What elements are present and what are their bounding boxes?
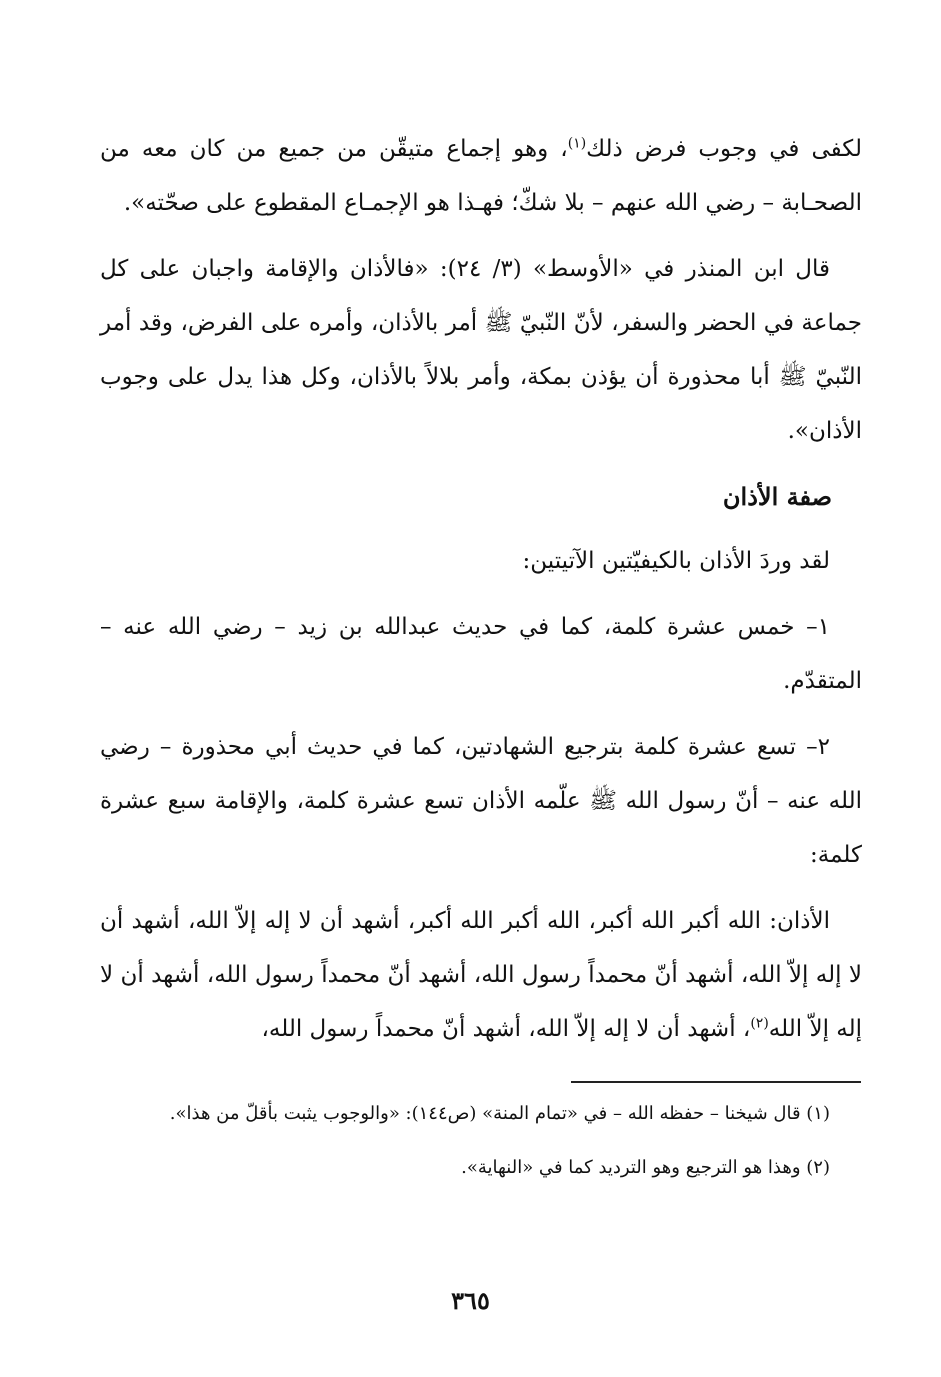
footnotes bbox=[100, 1094, 862, 1202]
paragraph-6-text-a: الأذان: الله أكبر الله أكبر، الله أكبر الله أكبر، أشهد أن لا إله إلاّ الله، أشهد أن لا إله إلاّ الله، أشهد أنّ محمداً رسول الله، أشهد أنّ محمداً رسول الله، أشهد أن لا إله إلاّ الله bbox=[100, 908, 862, 1042]
footnote-divider bbox=[571, 1081, 861, 1083]
paragraph-4: ١– خمس عشرة كلمة، كما في حديث عبدالله بن زيد – رضي الله عنه – المتقدّم. bbox=[100, 614, 862, 694]
footnote-1: (١) قال شيخنا – حفظه الله – في «تمام المنة» (ص١٤٤): «والوجوب يثبت بأقلّ من هذا». bbox=[169, 1103, 830, 1124]
paragraph-1-text-a: لكفى في وجوب فرض ذلك bbox=[586, 136, 862, 162]
main-text bbox=[100, 122, 862, 1068]
section-heading: صفة الأذان bbox=[722, 482, 832, 511]
page-number: ٣٦٥ bbox=[451, 1286, 490, 1315]
paragraph-6 bbox=[100, 894, 862, 1056]
paragraph-3: لقد وردَ الأذان بالكيفيّتين الآتيتين: bbox=[522, 548, 830, 574]
paragraph-1-text-b: ، وهو إجماع متيقّن من جميع من كان معه من الصحـابة – رضي الله عنهم – بلا شكّ؛ فهـذا هو الإجمـاع المقطوع على صحّته». bbox=[100, 136, 862, 216]
footnote-ref-1[interactable]: (١) bbox=[567, 135, 587, 152]
paragraph-2: قال ابن المنذر في «الأوسط» (٣/ ٢٤): «فالأذان والإقامة واجبان على كل جماعة في الحضر والسفر، لأنّ النّبيّ ﷺ أمر بالأذان، وأمره على الفرض، وقد أمر النّبيّ ﷺ أبا محذورة أن يؤذن بمكة، وأمر بلالاً بالأذان، وكل هذا يدل على وجوب الأذان». bbox=[100, 256, 862, 444]
footnote-ref-2[interactable]: (٢) bbox=[750, 1015, 769, 1032]
paragraph-5: ٢– تسع عشرة كلمة بترجيع الشهادتين، كما في حديث أبي محذورة – رضي الله عنه – أنّ رسول الله ﷺ علّمه الأذان تسع عشرة كلمة، والإقامة سبع عشرة كلمة: bbox=[100, 734, 862, 868]
footnote-2: (٢) وهذا هو الترجيع وهو الترديد كما في «النهاية». bbox=[461, 1157, 830, 1178]
paragraph-1 bbox=[100, 122, 862, 230]
paragraph-6-text-b: ، أشهد أن لا إله إلاّ الله، أشهد أنّ محمداً رسول الله، bbox=[261, 1016, 751, 1042]
